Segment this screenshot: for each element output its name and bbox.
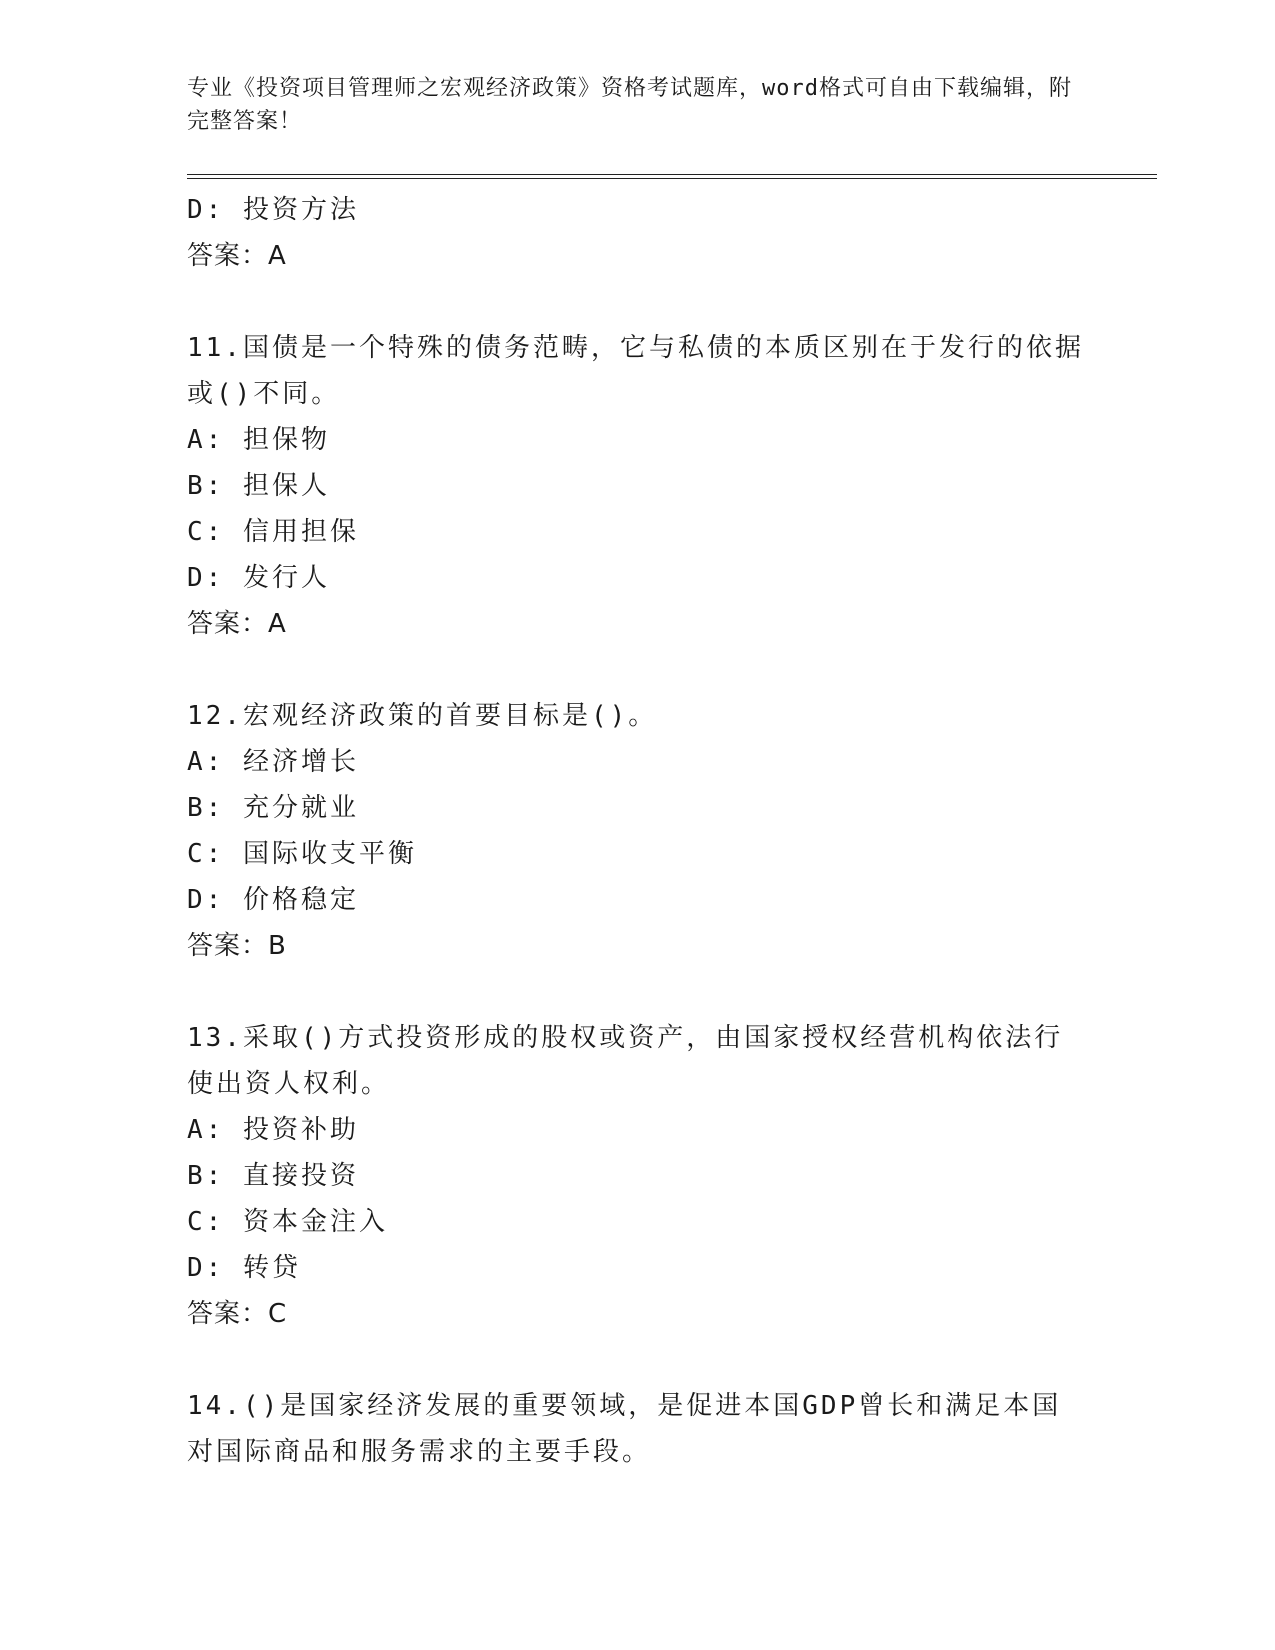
spacer: [187, 647, 1157, 693]
question-13: [187, 1015, 1157, 1337]
answer-line: 答案：C: [187, 1299, 288, 1329]
answer-line: 答案：B: [187, 931, 287, 961]
question-stem: 11.国债是一个特殊的债务范畴，它与私债的本质区别在于发行的依据或()不同。: [187, 333, 1084, 409]
option-d: D: 投资方法: [187, 195, 359, 225]
question-11: [187, 325, 1157, 647]
answer-line: 答案：A: [187, 241, 287, 271]
question-stem: 12.宏观经济政策的首要目标是()。: [187, 701, 658, 731]
question-list: [187, 187, 1157, 1475]
question-stem: 13.采取()方式投资形成的股权或资产，由国家授权经营机构依法行使出资人权利。: [187, 1023, 1064, 1099]
header-divider: [187, 174, 1157, 179]
option-d: D: 转贷: [187, 1253, 301, 1283]
answer-line: 答案：A: [187, 609, 287, 639]
question-stem: 14.()是国家经济发展的重要领域，是促进本国GDP曾长和满足本国对国际商品和服务需求的主要手段。: [187, 1391, 1062, 1467]
option-c: C: 国际收支平衡: [187, 839, 417, 869]
option-b: B: 充分就业: [187, 793, 359, 823]
option-d: D: 价格稳定: [187, 885, 359, 915]
option-b: B: 担保人: [187, 471, 330, 501]
option-b: B: 直接投资: [187, 1161, 359, 1191]
spacer: [187, 969, 1157, 1015]
question-12: [187, 693, 1157, 969]
option-a: A: 经济增长: [187, 747, 359, 777]
spacer: [187, 279, 1157, 325]
document-page: [187, 72, 1157, 1475]
question-14: [187, 1383, 1157, 1475]
option-a: A: 投资补助: [187, 1115, 359, 1145]
document-header: 专业《投资项目管理师之宏观经济政策》资格考试题库，word格式可自由下载编辑，附完整答案！: [187, 76, 1072, 134]
option-c: C: 信用担保: [187, 517, 359, 547]
option-c: C: 资本金注入: [187, 1207, 388, 1237]
spacer: [187, 1337, 1157, 1383]
option-a: A: 担保物: [187, 425, 330, 455]
option-d: D: 发行人: [187, 563, 330, 593]
